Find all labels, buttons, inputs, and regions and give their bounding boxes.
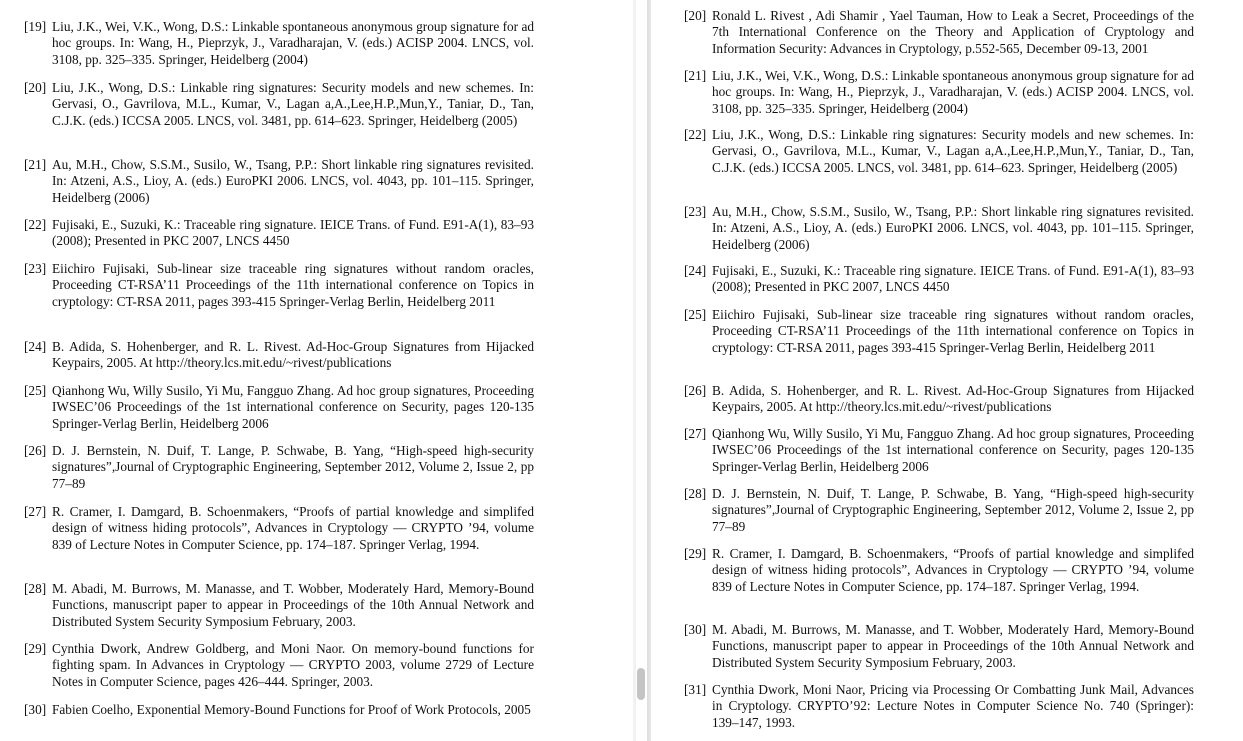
- reference-entry: [684, 8, 1194, 57]
- reference-number: [26]: [684, 383, 707, 398]
- reference-entry: [684, 383, 1194, 416]
- reference-number: [23]: [684, 204, 707, 219]
- reference-text: B. Adida, S. Hohenberger, and R. L. Rivest. Ad-Hoc-Group Signatures from Hijacked Keypairs, 2005. At http://theory.lcs.mit.edu/~rivest/publications: [52, 339, 534, 371]
- reference-text: Fabien Coelho, Exponential Memory-Bound Functions for Proof of Work Protocols, 2005: [52, 702, 531, 717]
- reference-number: [31]: [684, 682, 707, 697]
- reference-entry: [684, 546, 1194, 595]
- reference-entry: [24, 217, 534, 250]
- reference-number: [27]: [24, 504, 47, 519]
- reference-entry: [684, 307, 1194, 356]
- scrollbar-thumb[interactable]: [637, 668, 645, 700]
- reference-entry: [24, 504, 534, 553]
- reference-entry: [24, 702, 534, 718]
- reference-number: [28]: [684, 486, 707, 501]
- reference-number: [25]: [24, 383, 47, 398]
- reference-number: [21]: [684, 68, 707, 83]
- reference-number: [24]: [684, 263, 707, 278]
- reference-text: D. J. Bernstein, N. Duif, T. Lange, P. Schwabe, B. Yang, “High-speed high-security signatures”,Journal of Cryptographic Engineering, September 2012, Volume 2, Issue 2, pp 77–89: [712, 486, 1194, 534]
- reference-entry: [24, 339, 534, 372]
- reference-text: M. Abadi, M. Burrows, M. Manasse, and T. Wobber, Moderately Hard, Memory-Bound Functions, manuscript paper to appear in Proceedings of the 10th Annual Network and Distributed System Security Symposium February, 2003.: [712, 622, 1194, 670]
- reference-text: Au, M.H., Chow, S.S.M., Susilo, W., Tsang, P.P.: Short linkable ring signatures revisited. In: Atzeni, A.S., Lioy, A. (eds.) EuroPKI 2006. LNCS, vol. 4043, pp. 101–115. Springer, Heidelberg (2006): [52, 157, 534, 205]
- reference-entry: [684, 263, 1194, 296]
- reference-number: [22]: [684, 127, 707, 142]
- reference-entry: [684, 426, 1194, 475]
- reference-number: [19]: [24, 19, 47, 34]
- reference-text: Ronald L. Rivest , Adi Shamir , Yael Tauman, How to Leak a Secret, Proceedings of the 7th International Conference on the Theory and Application of Cryptology and Information Security: Advances in Cryptology, p.552-565, December 09-13, 2001: [712, 8, 1194, 56]
- reference-number: [20]: [684, 8, 707, 23]
- reference-text: Cynthia Dwork, Moni Naor, Pricing via Processing Or Combatting Junk Mail, Advances in Cryptology. CRYPTO’92: Lecture Notes in Computer Science No. 740 (Springer): 139–147, 1993.: [712, 682, 1194, 730]
- reference-entry: [24, 581, 534, 630]
- reference-entry: [24, 383, 534, 432]
- reference-number: [30]: [24, 702, 47, 717]
- reference-text: Au, M.H., Chow, S.S.M., Susilo, W., Tsang, P.P.: Short linkable ring signatures revisited. In: Atzeni, A.S., Lioy, A. (eds.) EuroPKI 2006. LNCS, vol. 4043, pp. 101–115. Springer, Heidelberg (2006): [712, 204, 1194, 252]
- reference-entry: [24, 443, 534, 492]
- reference-text: Eiichiro Fujisaki, Sub-linear size traceable ring signatures without random oracles, Proceeding CT-RSA’11 Proceedings of the 11th international conference on Topics in cryptology: CT-RSA 2011, pages 393-415 Springer-Verlag Berlin, Heidelberg 2011: [712, 307, 1194, 355]
- reference-text: Qianhong Wu, Willy Susilo, Yi Mu, Fangguo Zhang. Ad hoc group signatures, Proceeding IWSEC’06 Proceedings of the 1st international conference on Security, pages 120-135 Springer-Verlag Berlin, Heidelberg 2006: [712, 426, 1194, 474]
- reference-number: [29]: [24, 641, 47, 656]
- reference-number: [26]: [24, 443, 47, 458]
- reference-text: Liu, J.K., Wong, D.S.: Linkable ring signatures: Security models and new schemes. In: Gervasi, O., Gavrilova, M.L., Kumar, V., Lagan a,A.,Lee,H.P.,Mun,Y., Taniar, D., Tan, C.J.K. (eds.) ICCSA 2005. LNCS, vol. 3481, pp. 614–623. Springer, Heidelberg (2005): [52, 80, 534, 128]
- reference-text: B. Adida, S. Hohenberger, and R. L. Rivest. Ad-Hoc-Group Signatures from Hijacked Keypairs, 2005. At http://theory.lcs.mit.edu/~rivest/publications: [712, 383, 1194, 415]
- reference-text: Liu, J.K., Wei, V.K., Wong, D.S.: Linkable spontaneous anonymous group signature for ad hoc groups. In: Wang, H., Pieprzyk, J., Varadharajan, V. (eds.) ACISP 2004. LNCS, vol. 3108, pp. 325–335. Springer, Heidelberg (2004): [712, 68, 1194, 116]
- scrollbar-track[interactable]: [633, 0, 651, 741]
- reference-number: [20]: [24, 80, 47, 95]
- reference-text: Liu, J.K., Wong, D.S.: Linkable ring signatures: Security models and new schemes. In: Gervasi, O., Gavrilova, M.L., Kumar, V., Lagan a,A.,Lee,H.P.,Mun,Y., Taniar, D., Tan, C.J.K. (eds.) ICCSA 2005. LNCS, vol. 3481, pp. 614–623. Springer, Heidelberg (2005): [712, 127, 1194, 175]
- reference-entry: [24, 80, 534, 129]
- reference-entry: [684, 486, 1194, 535]
- reference-entry: [684, 682, 1194, 731]
- reference-text: Liu, J.K., Wei, V.K., Wong, D.S.: Linkable spontaneous anonymous group signature for ad hoc groups. In: Wang, H., Pieprzyk, J., Varadharajan, V. (eds.) ACISP 2004. LNCS, vol. 3108, pp. 325–335. Springer, Heidelberg (2004): [52, 19, 534, 67]
- reference-text: D. J. Bernstein, N. Duif, T. Lange, P. Schwabe, B. Yang, “High-speed high-security signatures”,Journal of Cryptographic Engineering, September 2012, Volume 2, Issue 2, pp 77–89: [52, 443, 534, 491]
- reference-number: [30]: [684, 622, 707, 637]
- reference-number: [25]: [684, 307, 707, 322]
- reference-entry: [684, 68, 1194, 117]
- reference-text: Cynthia Dwork, Andrew Goldberg, and Moni Naor. On memory-bound functions for fighting spam. In Advances in Cryptology — CRYPTO 2003, volume 2729 of Lecture Notes in Computer Science, pages 426–444. Springer, 2003.: [52, 641, 534, 689]
- reference-entry: [24, 157, 534, 206]
- reference-text: Qianhong Wu, Willy Susilo, Yi Mu, Fangguo Zhang. Ad hoc group signatures, Proceeding IWSEC’06 Proceedings of the 1st international conference on Security, pages 120-135 Springer-Verlag Berlin, Heidelberg 2006: [52, 383, 534, 431]
- reference-text: Fujisaki, E., Suzuki, K.: Traceable ring signature. IEICE Trans. of Fund. E91-A(1), 83–93 (2008); Presented in PKC 2007, LNCS 4450: [52, 217, 534, 249]
- reference-number: [23]: [24, 261, 47, 276]
- reference-text: Eiichiro Fujisaki, Sub-linear size traceable ring signatures without random oracles, Proceeding CT-RSA’11 Proceedings of the 11th international conference on Topics in cryptology: CT-RSA 2011, pages 393-415 Springer-Verlag Berlin, Heidelberg 2011: [52, 261, 534, 309]
- reference-number: [29]: [684, 546, 707, 561]
- reference-entry: [24, 261, 534, 310]
- reference-entry: [684, 204, 1194, 253]
- reference-text: R. Cramer, I. Damgard, B. Schoenmakers, “Proofs of partial knowledge and simplifed design of witness hiding protocols”, Advances in Cryptology — CRYPTO ’94, volume 839 of Lecture Notes in Computer Science, pp. 174–187. Springer Verlag, 1994.: [712, 546, 1194, 594]
- reference-entry: [684, 622, 1194, 671]
- reference-entry: [24, 641, 534, 690]
- reference-number: [24]: [24, 339, 47, 354]
- reference-text: Fujisaki, E., Suzuki, K.: Traceable ring signature. IEICE Trans. of Fund. E91-A(1), 83–93 (2008); Presented in PKC 2007, LNCS 4450: [712, 263, 1194, 295]
- reference-number: [22]: [24, 217, 47, 232]
- reference-entry: [684, 127, 1194, 176]
- reference-number: [21]: [24, 157, 47, 172]
- reference-text: M. Abadi, M. Burrows, M. Manasse, and T. Wobber, Moderately Hard, Memory-Bound Functions, manuscript paper to appear in Proceedings of the 10th Annual Network and Distributed System Security Symposium February, 2003.: [52, 581, 534, 629]
- reference-text: R. Cramer, I. Damgard, B. Schoenmakers, “Proofs of partial knowledge and simplifed design of witness hiding protocols”, Advances in Cryptology — CRYPTO ’94, volume 839 of Lecture Notes in Computer Science, pp. 174–187. Springer Verlag, 1994.: [52, 504, 534, 552]
- right-document-pane: [651, 0, 1243, 741]
- reference-number: [27]: [684, 426, 707, 441]
- reference-number: [28]: [24, 581, 47, 596]
- reference-entry: [24, 19, 534, 68]
